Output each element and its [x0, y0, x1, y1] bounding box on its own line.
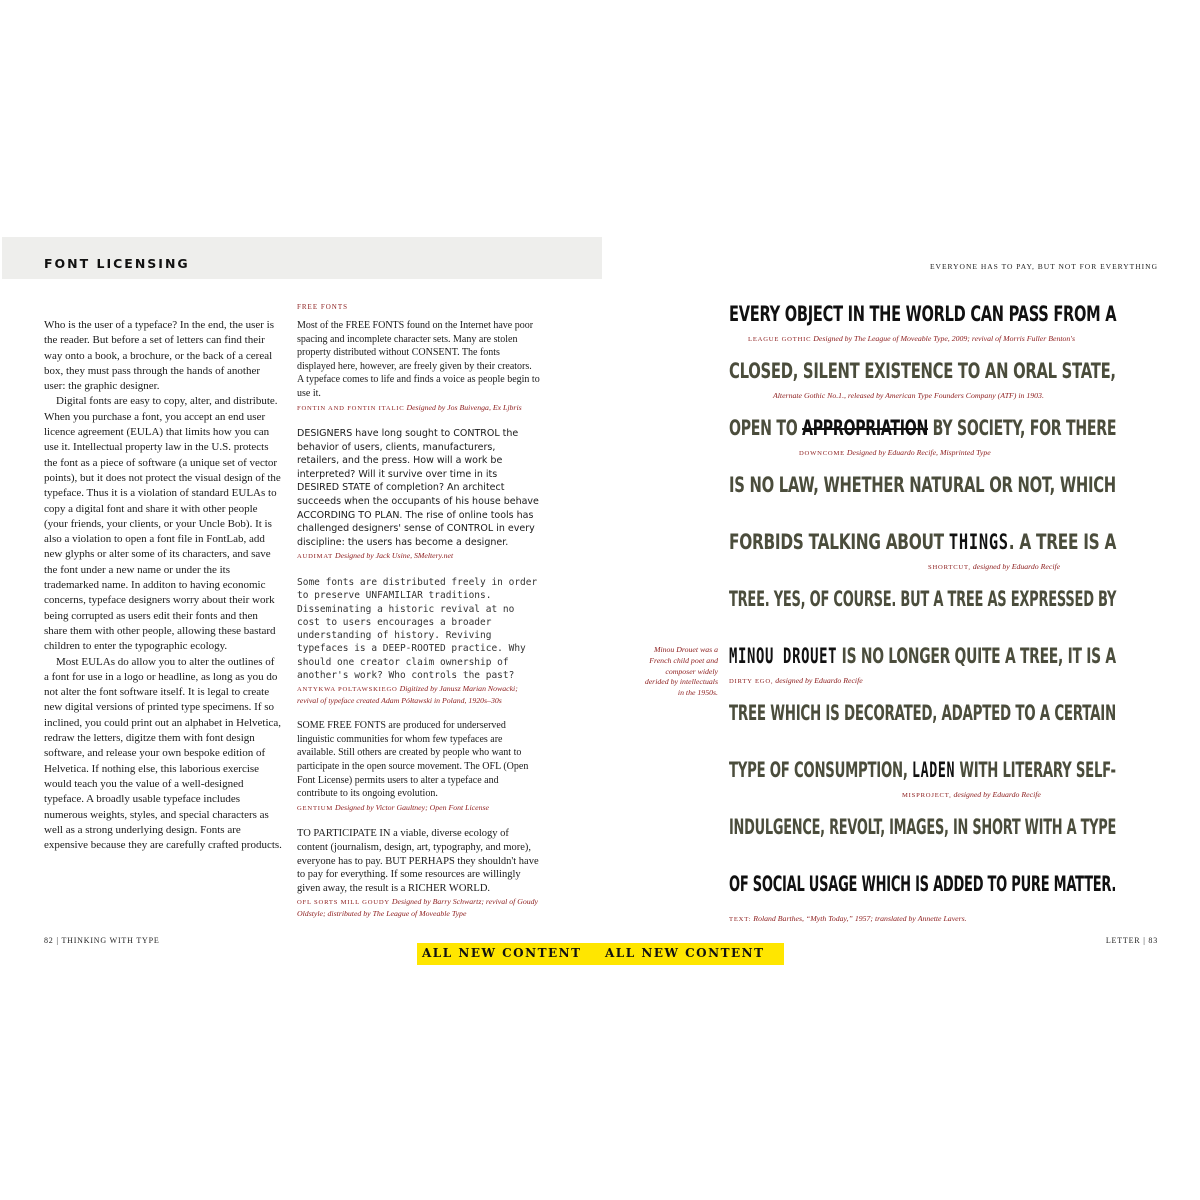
line-text: TREE. YES, OF COURSE. BUT A TREE AS EXPRESSED BY [729, 587, 1117, 611]
caption-text: Designed by The League of Moveable Type, 2009; revival of Morris Fuller Benton's [811, 334, 1076, 343]
running-head: EVERYONE HAS TO PAY, BUT NOT FOR EVERYTHING [929, 262, 1158, 271]
line-special-word: MINOU DROUET [729, 644, 838, 668]
display-line [729, 358, 1116, 384]
line-text: IS NO LAW, WHETHER NATURAL OR NOT, WHICH [729, 473, 1116, 497]
line-text: OF SOCIAL USAGE WHICH IS ADDED TO PURE MATTER. [729, 872, 1117, 896]
caption [902, 790, 1041, 799]
credit-text: Designed by Jack Usine, SMeltery.net [334, 551, 454, 561]
line-text: WITH LITERARY SELF- [955, 758, 1116, 782]
new-content-label: ALL NEW CONTENT [422, 946, 582, 960]
section-title: FONT LICENSING [44, 256, 190, 271]
caption-text: Alternate Gothic No.1., released by American Type Founders Company (ATF) in 1903. [773, 391, 1044, 400]
body-paragraph: Most EULAs do allow you to alter the outlines of a font for use in a logo or headline, as long as you do not alter the font software itself. It is legal to create new digital versions of printed type specimens. If so inclined, you could print out an alphabet in Helvetica, redraw the letters, digitze them with font design software, and release your own bespoke edition of Helvetica. If nothing else, this laborious exercise would teach you the value of a well-designed typeface. A broadly usable typeface includes numerous weights, styles, and special characters as well as a strong underlying design. Fonts are expensive because they are carefully crafted products. [44, 655, 282, 852]
credit-text: Designed by Jos Buivenga, Ex Ljbris [406, 402, 522, 412]
line-special-word: APPROPRIATION [802, 416, 929, 440]
display-line [729, 472, 1116, 498]
sample-credit [297, 551, 540, 563]
line-text: INDULGENCE, REVOLT, IMAGES, IN SHORT WITH A TYPE [729, 815, 1117, 839]
line-text: TREE WHICH IS DECORATED, ADAPTED TO A CERTAIN [729, 701, 1116, 725]
left-folio: 82 | THINKING WITH TYPE [44, 936, 160, 945]
caption-font-name: MISPROJECT, [902, 792, 952, 799]
caption [729, 914, 967, 923]
font-sample-fontin [297, 319, 540, 414]
caption [928, 562, 1060, 571]
line-text: OPEN TO [729, 416, 803, 440]
body-text [44, 318, 282, 853]
display-line [729, 757, 1116, 783]
caption [799, 448, 991, 457]
sample-text: DESIGNERS have long sought to CONTROL the behavior of users, clients, manufacturers, retailers, and the press. How will a work be interpreted? Will it survive over time in its DESIRED STATE of completion? An architect succeeds when the occupants of his house behave ACCORDING TO PLAN. The rise of online tools has challenged designers' sense of CONTROL in every discipline: the users has become a designer. [297, 428, 539, 548]
line-text: TYPE OF CONSUMPTION, [729, 758, 912, 782]
caption-font-name: DOWNCOME [799, 450, 845, 457]
font-sample-goudy [297, 827, 540, 919]
credit-font-name: ANTYKWA POLTAWSKIEGO [297, 686, 398, 694]
credit-text: Designed by Victor Gaultney; Open Font License [334, 802, 489, 812]
credit-font-name: AUDIMAT [297, 553, 334, 561]
line-text: CLOSED, SILENT EXISTENCE TO AN ORAL STATE, [729, 359, 1116, 383]
display-line [729, 871, 1116, 897]
font-sample-audimat [297, 427, 540, 563]
caption-font-name: TEXT: [729, 916, 752, 923]
sidenote: Minou Drouet was a French child poet and composer widely derided by intellectuals in the 1950s. [644, 645, 718, 698]
credit-text: Digitized by Janusz Marian Nowacki; revival of typeface created Adam Półtawski in Poland, 1920s–30s [297, 684, 518, 705]
caption-font-name: SHORTCUT, [928, 564, 971, 571]
display-line [729, 415, 1116, 441]
credit-font-name: OFL SORTS MILL GOUDY [297, 899, 390, 907]
sample-text: Some fonts are distributed freely in order to preserve UNFAMILIAR traditions. Disseminating a historic revival at no cost to users encourages a broader understanding of history. Reviving typefaces is a DEEP-ROOTED practice. Why should one creator claim ownership of another's work? Who controls the past? [297, 576, 538, 681]
caption [729, 676, 863, 685]
caption-text: designed by Eduardo Recife [951, 790, 1041, 799]
sample-credit [297, 403, 540, 415]
caption-text: Roland Barthes, “Myth Today,” 1957; translated by Annette Lavers. [751, 914, 967, 923]
new-content-label: ALL NEW CONTENT [605, 946, 765, 960]
display-line [729, 301, 1116, 327]
display-line [729, 643, 1116, 669]
caption-text: Designed by Eduardo Recife, Misprinted Type [844, 448, 991, 457]
line-text: EVERY OBJECT IN THE WORLD CAN PASS FROM A [729, 302, 1117, 326]
line-special-word: LADEN [911, 758, 956, 782]
line-special-word: THINGS [948, 530, 1009, 554]
right-folio: LETTER | 83 [1105, 936, 1158, 945]
body-paragraph: Digital fonts are easy to copy, alter, and distribute. When you purchase a font, you accept an end user licence agreement (EULA) that limits how you can use it. Intellectual property law in the U.S. protects the font as a piece of software (a unique set of vector points), but it does not protect the visual design of the typeface. Thus it is a violation of standard EULAs to copy a digital font and share it with other people (your friends, your clients, or your Uncle Bob). It is also a violation to open a font file in FontLab, add new glyphs or alter some of its characters, and save the font under a new name or under the its trademarked name. In additon to having economic concerns, typeface designers worry about their work being corrupted as users edit their fonts and then share them with other people, allowing these bastard children to enter the typographic ecology. [44, 395, 281, 653]
sample-text: SOME FREE FONTS are produced for underserved linguistic communities for whom few typefaces are available. Still others are created by people who want to participate in the open source movement. The OFL (Open Font License) permits users to alter a typeface and contribute to its ongoing evolution. [297, 720, 529, 800]
display-line [729, 529, 1116, 555]
free-fonts-label: FREE FONTS [297, 303, 349, 311]
free-fonts-column [297, 303, 540, 932]
caption [748, 334, 1075, 343]
caption-font-name: DIRTY EGO, [729, 678, 774, 685]
credit-font-name: GENTIUM [297, 804, 333, 812]
display-line [729, 814, 1116, 840]
credit-text: Designed by Barry Schwartz; revival of Goudy Oldstyle; distributed by The League of Moveable Type [297, 897, 539, 918]
caption-text: designed by Eduardo Recife [970, 562, 1061, 571]
caption [773, 391, 1044, 400]
sample-credit [297, 684, 540, 706]
line-text: FORBIDS TALKING ABOUT [729, 530, 949, 554]
line-text: . A TREE IS A [1008, 530, 1117, 554]
font-sample-antykwa [297, 576, 540, 706]
sample-credit [297, 897, 540, 919]
body-paragraph: Who is the user of a typeface? In the end, the user is the reader. But before a set of letters can find their way onto a book, a brochure, or the back of a cereal box, they must pass through the hands of another user: the graphic designer. [44, 319, 274, 393]
font-sample-gentium [297, 719, 540, 814]
display-line [729, 586, 1116, 612]
credit-font-name: FONTIN AND FONTIN ITALIC [297, 404, 405, 412]
sample-text: TO PARTICIPATE IN a viable, diverse ecology of content (journalism, design, art, typography, and more), everyone has to pay. BUT PERHAPS they shouldn't have to pay for everything. If some resources are willingly given away, the result is a RICHER WORLD. [297, 828, 539, 894]
caption-font-name: LEAGUE GOTHIC [748, 336, 812, 343]
line-text: IS NO LONGER QUITE A TREE, IT IS A [837, 644, 1116, 668]
display-line [729, 700, 1116, 726]
caption-text: designed by Eduardo Recife [773, 676, 863, 685]
sample-credit [297, 803, 540, 815]
sample-text: Most of the FREE FONTS found on the Internet have poor spacing and incomplete character sets. Many are stolen property distributed without CONSENT. The fonts displayed here, however, are freely given by their creators. A typeface comes to life and finds a voice as people begin to use it. [297, 320, 540, 399]
line-text: BY SOCIETY, FOR THERE [928, 416, 1117, 440]
